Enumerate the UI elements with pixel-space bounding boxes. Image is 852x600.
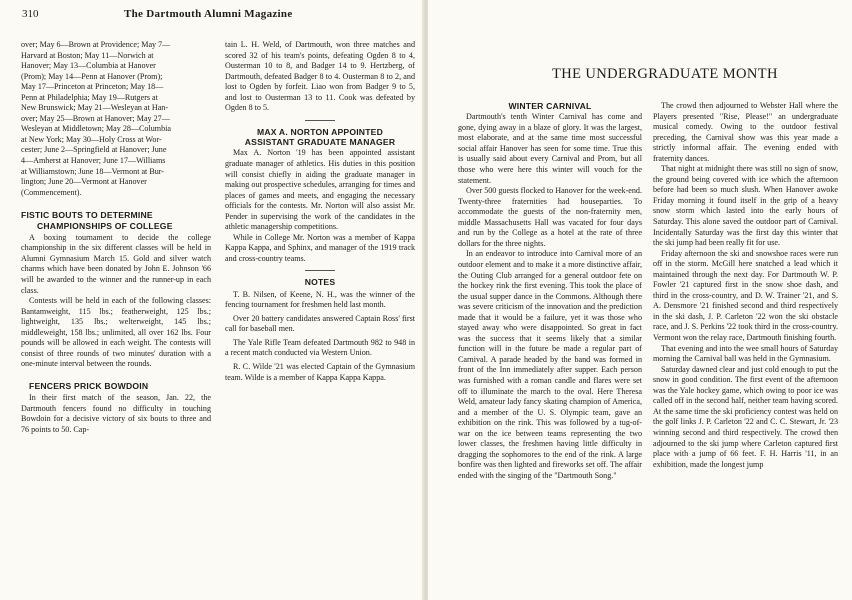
section-divider (305, 270, 335, 271)
notes-item: The Yale Rifle Team defeated Dartmouth 982 to 948 in a recent match conducted via Western Union. (225, 337, 415, 358)
carnival-continued-paragraph-2: That night at midnight there was still no sign of snow, the ground being covered with ice which the afternoon before had been so much slush. When Hanover awoke Friday morning it found itself in the grip of a heavy snow storm which lasted into the early hours of Saturday. This alone saved the outdoor part of Carnival. Incidentally Saturday was the first day this winter that the ski jump had been really fit for use. (653, 164, 838, 248)
notes-heading: NOTES (304, 277, 336, 288)
notes-item: T. B. Nilsen, of Keene, N. H., was the winner of the fencing tournament for freshmen held last month. (225, 289, 415, 310)
section-divider (305, 120, 335, 121)
schedule-line: Wesleyan at Middletown; May 28—Columbia (21, 124, 171, 134)
fistic-bouts-paragraph-1: A boxing tournament to decide the college championship in the six different classes will be held in Alumni Gymnasium March 15. Gold and silver watch charms which have been donated by John E. Johnson '66 will be awarded to the winner and the runner-up in each class. (21, 232, 211, 295)
schedule-line: New Brunswick; May 21—Wesleyan at Han- (21, 103, 169, 113)
norton-paragraph-2: While in College Mr. Norton was a member of Kappa Kappa Kappa, and Sphinx, and manager of the 1919 track and cross-country teams. (225, 232, 415, 263)
schedule-line: at New York; May 30—Holy Cross at Wor- (21, 134, 162, 144)
right-column-2 (653, 101, 838, 470)
schedule-line: Penn at Philadelphia; May 19—Rutgers at (21, 92, 158, 102)
left-column-2 (225, 40, 415, 383)
notes-item: R. C. Wilde '21 was elected Captain of the Gymnasium team. Wilde is a member of Kappa Kappa Kappa. (225, 362, 415, 382)
norton-paragraph-1: Max A. Norton '19 has been appointed assistant graduate manager of athletics. His duties in this position will consist chiefly in aiding the graduate manager in making out prospective schedules, arranging for times and places of games and meets, and engaging the necessary officials for the contests. Mr. Norton will also assist Mr. Pender in supervising the work of the candidates in the athletic managership competitions. (225, 148, 415, 232)
schedule-line: May 17—Princeton at Princeton; May 18— (21, 82, 164, 92)
carnival-paragraph-1: Dartmouth's tenth Winter Carnival has come and gone, dying away in a blaze of glory. It was the largest, most elaborate, and at the same time most successful social affair Hanover has seen for some time. True this is usually said about every Carnival and Prom, but all those who were here this winter will vouch for the statement. (458, 112, 642, 185)
schedule-line: lington; June 20—Vermont at Hanover (21, 177, 147, 187)
norton-heading-line-2: ASSISTANT GRADUATE MANAGER (244, 137, 396, 148)
notes-item: Over 20 battery candidates answered Captain Ross' first call for baseball men. (225, 313, 415, 334)
carnival-continued-paragraph-1: The crowd then adjourned to Webster Hall where the Players presented "Rise, Please!" an undergraduate musical comedy. Owing to the outdoor festival preceding, the Carnival show was this year made a strictly informal affair. The evening ended with fraternity dances. (653, 101, 838, 163)
schedule-line: at Williamstown; June 18—Vermont at Bur- (21, 166, 165, 176)
fistic-bouts-paragraph-2: Contests will be held in each of the following classes: Bantamweight, 115 lbs.; featherweight, 125 lbs.; lightweight, 135 lbs.; welterweight, 145 lbs.; middleweight, 158 lbs.; unlimited, all over 162 lbs. Four pounds will be allowed in each weight. The contests will consist of three rounds of two minutes' duration with a one-minute interval between the rounds. (21, 296, 211, 369)
schedule-line: over; May 25—Brown at Hanover; May 27— (21, 113, 170, 123)
schedule-line: (Prom); May 14—Penn at Hanover (Prom); (21, 71, 163, 81)
fencers-paragraph-continued: tain L. H. Weld, of Dartmouth, won three matches and scored 32 of his team's points, defeating Ogden 8 to 4, Ousterman 10 to 8, and Badger 14 to 9. Hertzberg, of Dartmouth, defeated Badger 8 to 4. Ousterman 8 to 2, and lost to Ogden by forfeit. Liao won from Badger 9 to 5, and lost to Ousterman 13 to 11. Cook was defeated by Ogden 8 to 5. (225, 40, 415, 113)
baseball-schedule (21, 40, 211, 198)
left-page (0, 0, 424, 600)
fencers-paragraph: In their first match of the season, Jan. 22, the Dartmouth fencers found no difficulty in touching Bowdoin for a decisive victory of six bouts to three and 76 points to 50. Cap- (21, 393, 211, 434)
carnival-paragraph-3: In an endeavor to introduce into Carnival more of an outdoor element and to make it a more distinctive affair, the Outing Club arranged for a general outdoor fete on the hockey rink the first evening. This took the place of the usual supper dance in the Commons. Although there was severe criticism of the innovation and the prediction made that it would be a failure, yet it was those who stayed away who were disappointed. So great in fact was the success that it seems likely that a similar function will in the future be made a regular part of Carnival. A parade headed by the band was formed in front of the Inn immediately after supper. Each person was furnished with a roman candle and flares were set off to illuminate the march to the oval. Here Theresa Weld, amateur lady fancy skating champion of America, and a member of the U. S. Olympic team, gave an exhibition on the rink. This was followed by a tug-of-war on the ice between teams representing the two lower classes, the freshmen having little difficulty in dragging the sophomores to the end of the rink. A large bonfire was then lighted and fireworks set off. The affair ended with the singing of the "Dartmouth Song." (458, 249, 642, 480)
fistic-bouts-heading-line-2: CHAMPIONSHIPS OF COLLEGE (37, 220, 173, 231)
schedule-line: Harvard at Boston; May 11—Norwich at (21, 50, 154, 60)
page-number: 310 (22, 8, 39, 20)
section-title: THE UNDERGRADUATE MONTH (552, 66, 778, 82)
schedule-line: Hanover; May 13—Columbia at Hanover (21, 61, 156, 71)
schedule-line: cester; June 2—Springfield at Hanover; June (21, 145, 167, 155)
schedule-line: over; May 6—Brown at Providence; May 7— (21, 40, 171, 49)
fencers-heading: FENCERS PRICK BOWDOIN (29, 380, 149, 391)
winter-carnival-heading: WINTER CARNIVAL (508, 101, 592, 111)
carnival-continued-paragraph-4: That evening and into the wee small hours of Saturday morning the Carnival ball was held in the Gymnasium. (653, 343, 838, 364)
magazine-title: The Dartmouth Alumni Magazine (124, 8, 293, 20)
norton-heading-line-1: MAX A. NORTON APPOINTED (256, 126, 384, 137)
right-page (428, 0, 852, 600)
schedule-line: 4—Amherst at Hanover; June 17—Williams (21, 156, 166, 166)
carnival-continued-paragraph-5: Saturday dawned clear and just cold enough to put the snow in good condition. The first event of the afternoon was the Yale hockey game, which owing to poor ice was called off in the second half, neither team having scored. At the same time the ski proficiency contest was held on the golf links J. P. Carleton '22 and C. C. Stewart, Jr. '23 winning second and third respectively. The crowd then adjourned to the ski jump where Carleton captured first place with a jump of 66 feet. F. H. Harris '11, in an exhibition, made the longest jump (653, 364, 838, 469)
carnival-continued-paragraph-3: Friday afternoon the ski and snowshoe races were run off in the storm. McGill here snatched a lead which it maintained through the next day. For Dartmouth W. P. Fowler '21 captured first in the snow shoe dash, and third in the cross-country, and D. W. Trainer '21, and S. A. Densmore '21 finished second and third respectively in the ski dash, J. P. Carleton '22 won the ski obstacle race, and J. S. Perkins '22 took third in the cross-country. Vermont won the relay race, Dartmouth finishing fourth. (653, 248, 838, 343)
right-column-1 (458, 101, 642, 481)
fistic-bouts-heading-line-1: FISTIC BOUTS TO DETERMINE (21, 210, 153, 221)
carnival-paragraph-2: Over 500 guests flocked to Hanover for the week-end. Twenty-three fraternities had houseparties. To accommodate the guests of the non-fraternity men, middle Massachusetts Hall was vacated for four days and run by the College as a hotel at the rate of three dollars for the three nights. (458, 186, 642, 248)
schedule-line: (Commencement). (21, 187, 82, 197)
left-column-1 (21, 40, 211, 435)
